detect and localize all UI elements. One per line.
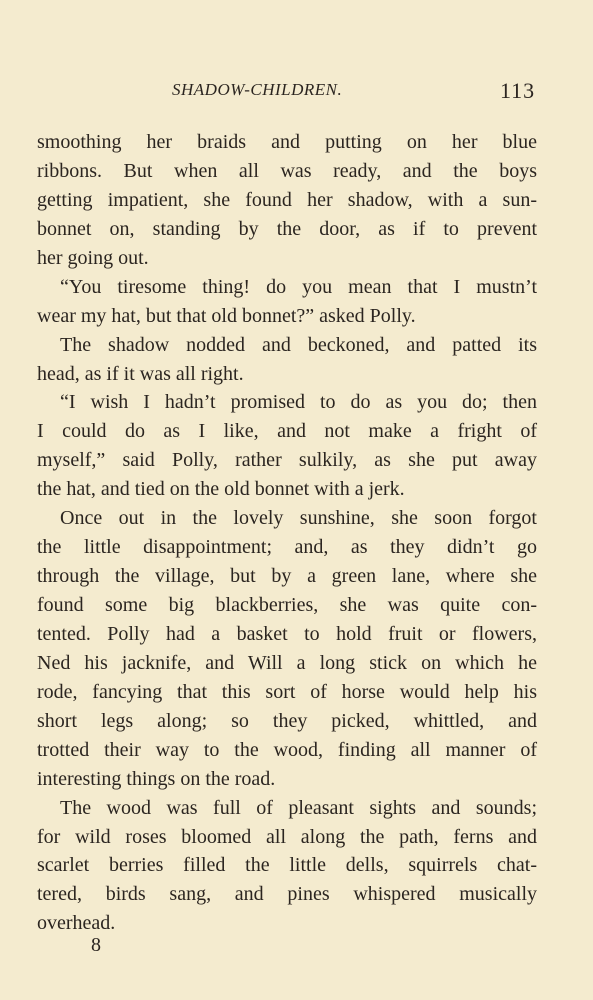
text-line: Once out in the lovely sunshine, she soon forgot (60, 507, 537, 530)
text-line: myself,” said Polly, rather sulkily, as she put away (37, 449, 537, 472)
text-line: bonnet on, standing by the door, as if to prevent (37, 217, 537, 240)
signature-mark: 8 (91, 934, 101, 956)
running-head (0, 78, 593, 106)
text-line: through the village, but by a green lane, where she (37, 565, 537, 588)
text-line: wear my hat, but that old bonnet?” asked Polly. (37, 304, 416, 327)
text-line: “You tiresome thing! do you mean that I mustn’t (60, 275, 537, 298)
text-line: ribbons. But when all was ready, and the boys (37, 159, 537, 182)
text-line: head, as if it was all right. (37, 362, 244, 385)
page-number: 113 (500, 78, 536, 103)
text-line: tented. Polly had a basket to hold fruit or flowers, (37, 622, 537, 645)
text-line: the hat, and tied on the old bonnet with a jerk. (37, 478, 405, 501)
text-line: interesting things on the road. (37, 767, 276, 790)
text-line: Ned his jacknife, and Will a long stick on which he (37, 651, 537, 674)
text-line: short legs along; so they picked, whittled, and (37, 709, 537, 732)
text-line: The shadow nodded and beckoned, and patted its (60, 333, 537, 356)
text-line: found some big blackberries, she was quite con- (37, 594, 537, 616)
text-line: The wood was full of pleasant sights and sounds; (60, 796, 537, 819)
text-line: trotted their way to the wood, finding all manner of (37, 738, 537, 761)
text-line: for wild roses bloomed all along the path, ferns and (37, 825, 537, 848)
body-text (37, 128, 537, 938)
text-line: getting impatient, she found her shadow, with a sun- (37, 188, 537, 211)
running-title: SHADOW-CHILDREN. (172, 80, 343, 99)
text-line: smoothing her braids and putting on her blue (37, 131, 537, 153)
text-line: I could do as I like, and not make a fright of (37, 420, 537, 443)
text-line: tered, birds sang, and pines whispered musically (37, 883, 537, 906)
text-line: overhead. (37, 912, 116, 935)
text-line: the little disappointment; and, as they didn’t go (37, 536, 537, 559)
text-line: her going out. (37, 246, 149, 269)
text-line: “I wish I hadn’t promised to do as you do; then (60, 391, 537, 414)
text-line: scarlet berries filled the little dells, squirrels chat- (37, 854, 537, 877)
text-line: rode, fancying that this sort of horse would help his (37, 680, 537, 703)
